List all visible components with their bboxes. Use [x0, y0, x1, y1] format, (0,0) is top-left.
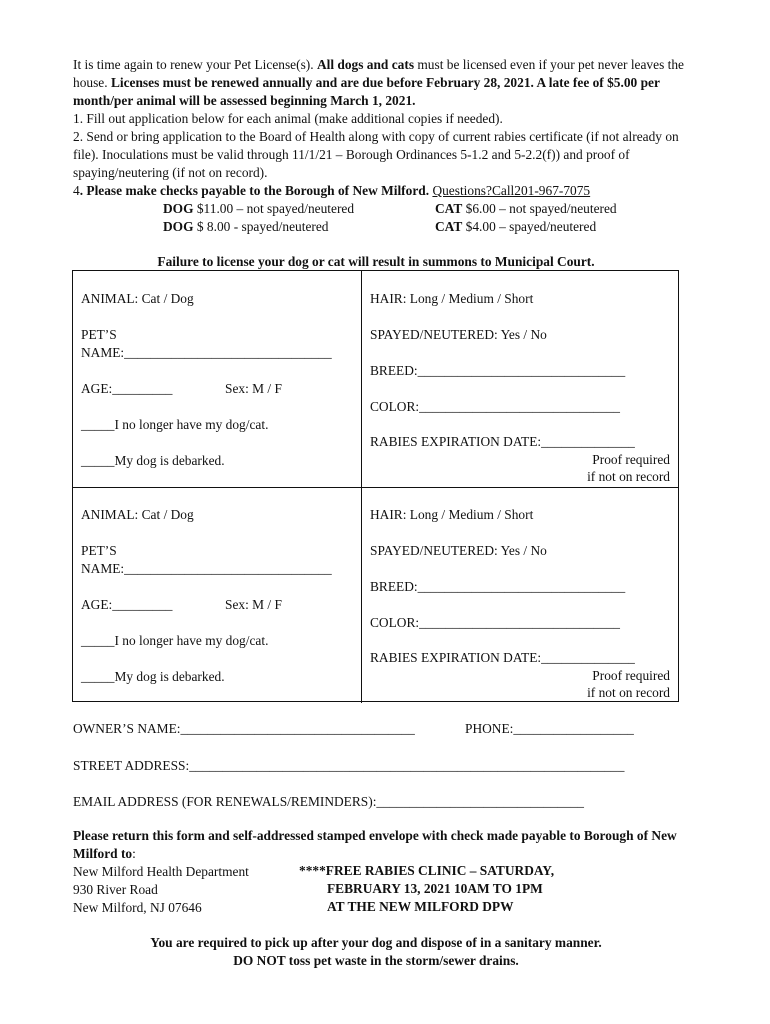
cat-fee-value: $6.00 – not spayed/neutered: [462, 201, 617, 216]
pet-waste-line-2: DO NOT toss pet waste in the storm/sewer drains.: [233, 953, 519, 968]
intro-paragraph: [73, 56, 685, 110]
rabies-expiration-field[interactable]: RABIES EXPIRATION DATE:______________: [370, 434, 635, 449]
cat-label: CAT: [435, 219, 463, 234]
cat-fee-value: $4.00 – spayed/neutered: [462, 219, 597, 234]
pet-name-field[interactable]: NAME:_______________________________: [81, 561, 332, 576]
intro-text-cont: must be licensed even if your pet never leaves the house.: [73, 57, 684, 90]
summons-warning: Failure to license your dog or cat will result in summons to Municipal Court.: [157, 254, 595, 269]
phone-field[interactable]: PHONE:__________________: [465, 721, 634, 736]
color-field[interactable]: COLOR:______________________________: [370, 399, 620, 414]
cat-fee-unaltered: [435, 200, 617, 218]
debarked-field[interactable]: _____My dog is debarked.: [81, 669, 225, 684]
animal-type-field[interactable]: ANIMAL: Cat / Dog: [81, 291, 194, 306]
no-longer-have-field[interactable]: _____I no longer have my dog/cat.: [81, 417, 269, 432]
breed-field[interactable]: BREED:_______________________________: [370, 579, 626, 594]
rabies-expiration-field[interactable]: RABIES EXPIRATION DATE:______________: [370, 650, 635, 665]
spayed-neutered-field[interactable]: SPAYED/NEUTERED: Yes / No: [370, 543, 547, 558]
dog-fee-altered: [163, 218, 329, 236]
rabies-clinic-line-1: ****FREE RABIES CLINIC – SATURDAY,: [299, 863, 555, 878]
breed-field[interactable]: BREED:_______________________________: [370, 363, 626, 378]
intro-deadline: Licenses must be renewed annually and are due before February 28, 2021. A late fee of $5.00 per month/per animal will be assessed beginning March 1, 2021.: [73, 75, 660, 108]
return-colon: :: [132, 846, 136, 861]
dog-label: DOG: [163, 201, 194, 216]
hair-field[interactable]: HAIR: Long / Medium / Short: [370, 507, 534, 522]
no-longer-have-field[interactable]: _____I no longer have my dog/cat.: [81, 633, 269, 648]
intro-text: It is time again to renew your Pet License(s).: [73, 57, 317, 72]
rabies-clinic-line-2: FEBRUARY 13, 2021 10AM TO 1PM: [327, 881, 543, 896]
age-field[interactable]: AGE:_________: [81, 381, 173, 396]
rabies-clinic-line-3: AT THE NEW MILFORD DPW: [327, 899, 514, 914]
pet-name-field[interactable]: NAME:_______________________________: [81, 345, 332, 360]
dog-fee-unaltered: [163, 200, 354, 218]
address-line-2: 930 River Road: [73, 882, 158, 897]
animal-type-field[interactable]: ANIMAL: Cat / Dog: [81, 507, 194, 522]
dog-label: DOG: [163, 219, 194, 234]
step-4-number: 4: [73, 183, 80, 198]
pet-waste-notice: [73, 934, 679, 970]
fee-schedule: [0, 200, 770, 236]
dog-fee-value: $ 8.00 - spayed/neutered: [193, 219, 329, 234]
cat-fee-altered: [435, 218, 596, 236]
proof-required-note-2: if not on record: [587, 685, 670, 700]
pets-label: PET’S: [81, 543, 117, 558]
hair-field[interactable]: HAIR: Long / Medium / Short: [370, 291, 534, 306]
step-4-text: . Please make checks payable to the Borough of New Milford.: [79, 183, 430, 198]
column-divider: [361, 271, 362, 487]
proof-required-note: Proof required: [592, 668, 670, 683]
proof-required-note: Proof required: [592, 452, 670, 467]
spayed-neutered-field[interactable]: SPAYED/NEUTERED: Yes / No: [370, 327, 547, 342]
dog-fee-value: $11.00 – not spayed/neutered: [193, 201, 355, 216]
step-4: [73, 182, 685, 200]
pet-waste-line-1: You are required to pick up after your dog and dispose of in a sanitary manner.: [150, 935, 602, 950]
address-line-3: New Milford, NJ 07646: [73, 900, 202, 915]
street-address-field[interactable]: STREET ADDRESS:_________________________________________________________________: [73, 758, 625, 773]
animal-block-2: [73, 487, 678, 703]
debarked-field[interactable]: _____My dog is debarked.: [81, 453, 225, 468]
proof-required-note-2: if not on record: [587, 469, 670, 484]
color-field[interactable]: COLOR:______________________________: [370, 615, 620, 630]
sex-field[interactable]: Sex: M / F: [225, 597, 282, 612]
return-heading: [73, 827, 693, 863]
column-divider: [361, 487, 362, 703]
intro-section: [73, 56, 685, 200]
owner-name-field[interactable]: OWNER’S NAME:___________________________________: [73, 721, 415, 736]
pets-label: PET’S: [81, 327, 117, 342]
address-line-1: New Milford Health Department: [73, 864, 249, 879]
cat-label: CAT: [435, 201, 463, 216]
questions-phone-link[interactable]: Questions?Call201-967-7075: [432, 183, 591, 198]
animal-block-1: [73, 271, 678, 488]
return-bold-text: Please return this form and self-addressed stamped envelope with check made payable to Borough of New Milford to: [73, 828, 677, 861]
sex-field[interactable]: Sex: M / F: [225, 381, 282, 396]
age-field[interactable]: AGE:_________: [81, 597, 173, 612]
intro-bold-dogs-cats: All dogs and cats: [316, 57, 415, 72]
animal-form-table: [72, 270, 679, 702]
step-2: 2. Send or bring application to the Board of Health along with copy of current rabies certificate (if not already on file). Inoculations must be valid through 11/1/21 – Borough Ordinances 5-1.2 and 5-2.2(f)) and proof of spaying/neutering (if not on record).: [73, 129, 679, 180]
email-address-field[interactable]: EMAIL ADDRESS (FOR RENEWALS/REMINDERS):_______________________________: [73, 794, 584, 809]
step-1: 1. Fill out application below for each animal (make additional copies if needed).: [73, 111, 503, 126]
